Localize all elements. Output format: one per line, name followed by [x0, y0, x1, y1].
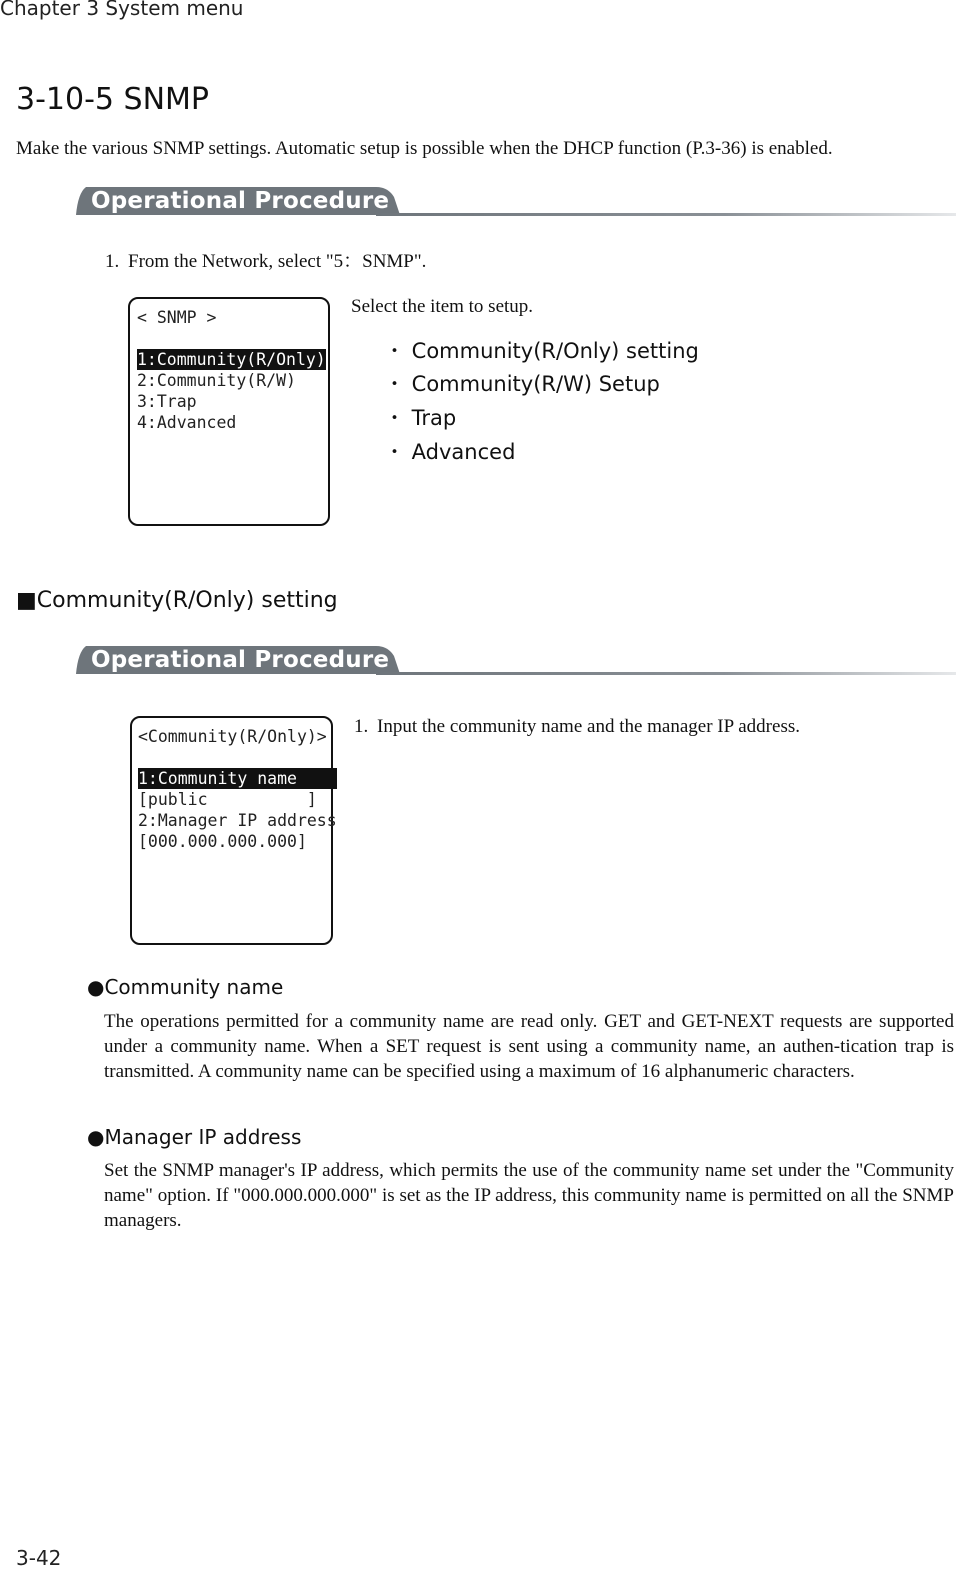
lcd-item-advanced: 4:Advanced	[137, 413, 237, 432]
step-select-snmp	[105, 246, 426, 273]
step-number: 1.	[105, 251, 120, 272]
section-title: 3-10-5 SNMP	[16, 82, 209, 117]
subsection-heading: ■Community(R/Only) setting	[16, 588, 338, 613]
lcd-title: <Community(R/Only)>	[138, 727, 327, 746]
step-text: From the Network, select "5：SNMP".	[128, 251, 427, 272]
procedure-banner	[76, 187, 956, 217]
list-item: ・ Community(R/W) Setup	[384, 372, 660, 396]
procedure-banner-label: Operational Procedure	[91, 647, 390, 673]
lcd-blank	[137, 328, 328, 349]
list-item: ・ Community(R/Only) setting	[384, 339, 699, 363]
list-item: ・ Trap	[384, 406, 457, 430]
step-input-community	[354, 716, 800, 738]
manager-ip-description: Set the SNMP manager's IP address, which permits the use of the community name set under the "Community name" option. If "000.000.000.000" is set as the IP address, this community name is permitted on all the SNMP managers.	[104, 1160, 954, 1231]
procedure-banner	[76, 646, 956, 676]
community-name-heading: ●Community name	[87, 975, 284, 999]
lcd-item-trap: 3:Trap	[137, 392, 197, 411]
lcd-blank	[138, 747, 331, 768]
lcd-snmp-menu	[128, 297, 330, 526]
lcd-ip-value: [000.000.000.000]	[138, 832, 307, 851]
manager-ip-heading: ●Manager IP address	[87, 1125, 302, 1149]
lcd-community-value: [public ]	[138, 790, 317, 809]
procedure-banner-label: Operational Procedure	[91, 188, 390, 214]
lcd-item-community-name: 1:Community name	[138, 769, 337, 788]
community-name-description: The operations permitted for a community name are read only. GET and GET-NEXT requests are supported under a community name. When a SET request is sent using a community name, an authen-tication trap is transmitted. A community name can be specified using a maximum of 16 alphanumeric characters.	[104, 1011, 954, 1082]
list-item: ・ Advanced	[384, 440, 516, 464]
lcd-item-community-rw: 2:Community(R/W)	[137, 371, 296, 390]
lcd-item-community-ro: 1:Community(R/Only)	[137, 350, 326, 369]
page-number: 3-42	[16, 1546, 62, 1570]
lcd-item-manager-ip: 2:Manager IP address	[138, 811, 337, 830]
step-number: 1.	[354, 716, 369, 737]
step-text: Input the community name and the manager IP address.	[377, 716, 800, 737]
select-instruction: Select the item to setup.	[351, 296, 534, 317]
chapter-header: Chapter 3 System menu	[0, 0, 244, 20]
lcd-community-ro	[130, 716, 337, 945]
lcd-title: < SNMP >	[137, 308, 217, 327]
intro-paragraph: Make the various SNMP settings. Automatic setup is possible when the DHCP function (P.3-36) is enabled.	[16, 138, 833, 159]
